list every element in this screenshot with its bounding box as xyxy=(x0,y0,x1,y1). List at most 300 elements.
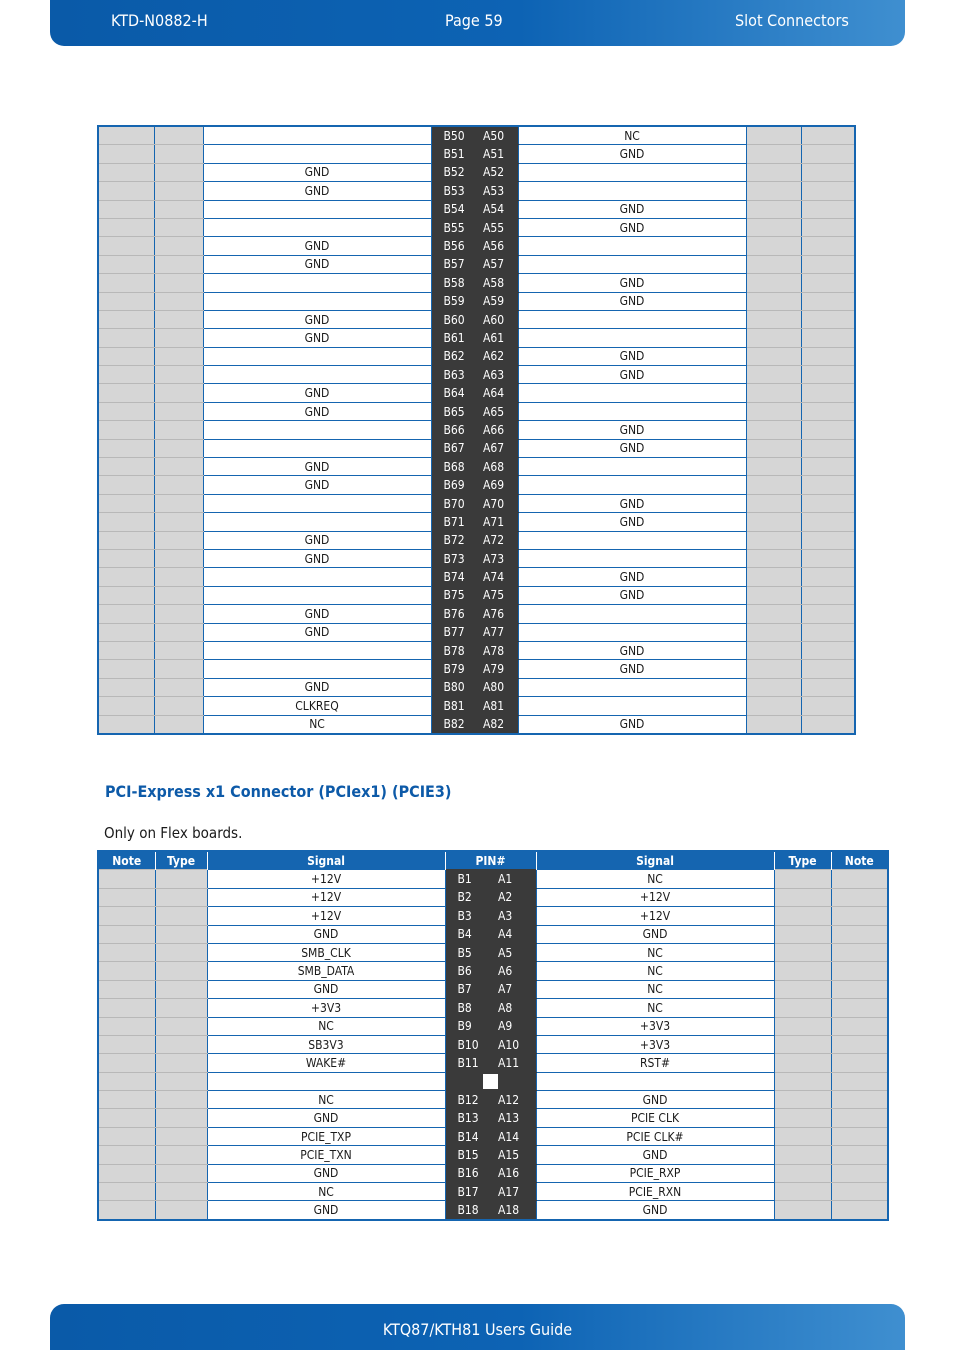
type-cell-right xyxy=(746,513,801,531)
type-cell-left xyxy=(155,999,207,1017)
table-row xyxy=(98,255,855,273)
pin-a: A14 xyxy=(490,1127,536,1145)
signal-cell-left: GND xyxy=(203,605,431,623)
pin-b: B54 xyxy=(431,200,475,218)
type-cell-left xyxy=(154,310,203,328)
signal-cell-right xyxy=(518,402,746,420)
type-cell-left xyxy=(154,145,203,163)
pin-b: B5 xyxy=(445,943,490,961)
type-cell-left xyxy=(154,366,203,384)
type-cell-right xyxy=(746,623,801,641)
note-cell-left xyxy=(98,347,154,365)
table-row xyxy=(98,999,888,1017)
table-row xyxy=(98,623,855,641)
note-cell-left xyxy=(98,888,155,906)
note-cell-left xyxy=(98,531,154,549)
signal-cell-right: GND xyxy=(536,1146,774,1164)
type-cell-left xyxy=(154,255,203,273)
type-cell-left xyxy=(155,1054,207,1072)
signal-cell-right: +12V xyxy=(536,907,774,925)
type-cell-left xyxy=(155,1072,207,1090)
pin-b: B12 xyxy=(445,1091,490,1109)
type-cell-left xyxy=(155,1091,207,1109)
pin-b: B80 xyxy=(431,678,475,696)
pin-a: A63 xyxy=(475,366,518,384)
note-cell-left xyxy=(98,641,154,659)
note-cell-left xyxy=(98,697,154,715)
pin-b: B17 xyxy=(445,1183,490,1201)
note-cell-right xyxy=(801,439,855,457)
note-cell-left xyxy=(98,163,154,181)
pin-a: A51 xyxy=(475,145,518,163)
pin-b: B4 xyxy=(445,925,490,943)
note-cell-left xyxy=(98,925,155,943)
note-cell-right xyxy=(801,605,855,623)
pin-a: A77 xyxy=(475,623,518,641)
note-cell-right xyxy=(801,476,855,494)
pin-b: B73 xyxy=(431,549,475,567)
note-cell-right xyxy=(801,623,855,641)
signal-cell-left: GND xyxy=(207,925,445,943)
pin-a: A58 xyxy=(475,274,518,292)
type-cell-left xyxy=(154,274,203,292)
signal-cell-right xyxy=(518,678,746,696)
type-cell-right xyxy=(746,292,801,310)
pin-b: B2 xyxy=(445,888,490,906)
type-cell-right xyxy=(746,568,801,586)
signal-cell-right xyxy=(518,605,746,623)
note-cell-right xyxy=(801,641,855,659)
pin-b: B57 xyxy=(431,255,475,273)
key-marker-icon xyxy=(483,1074,498,1089)
pin-b: B50 xyxy=(431,126,475,145)
type-cell-right xyxy=(746,421,801,439)
type-cell-left xyxy=(154,568,203,586)
pin-a: A5 xyxy=(490,943,536,961)
signal-cell-left: SB3V3 xyxy=(207,1035,445,1053)
note-cell-right xyxy=(801,531,855,549)
type-cell-right xyxy=(746,237,801,255)
page-footer xyxy=(50,1304,905,1350)
note-cell-left xyxy=(98,145,154,163)
signal-cell-right xyxy=(518,329,746,347)
signal-cell-left xyxy=(203,660,431,678)
type-cell-right xyxy=(746,697,801,715)
pin-a: A4 xyxy=(490,925,536,943)
pin-a: A65 xyxy=(475,402,518,420)
type-cell-left xyxy=(155,1183,207,1201)
table-row xyxy=(98,476,855,494)
note-cell-right xyxy=(831,1127,888,1145)
table-row xyxy=(98,660,855,678)
type-cell-left xyxy=(154,163,203,181)
signal-cell-left xyxy=(203,439,431,457)
type-cell-right xyxy=(774,888,831,906)
type-cell-right xyxy=(774,1091,831,1109)
type-cell-right xyxy=(774,1127,831,1145)
signal-cell-right: RST# xyxy=(536,1054,774,1072)
type-cell-left xyxy=(154,586,203,604)
type-cell-right xyxy=(774,1035,831,1053)
table-row xyxy=(98,200,855,218)
table-header-row xyxy=(98,851,888,870)
note-cell-left xyxy=(98,980,155,998)
type-cell-right xyxy=(774,962,831,980)
pin-a: A66 xyxy=(475,421,518,439)
pin-b: B64 xyxy=(431,384,475,402)
pin-a: A70 xyxy=(475,494,518,512)
signal-cell-right: GND xyxy=(518,715,746,734)
note-cell-left xyxy=(98,1072,155,1090)
type-cell-right xyxy=(746,218,801,236)
table-row xyxy=(98,1091,888,1109)
pinout-table-continued xyxy=(97,125,856,735)
pin-a: A67 xyxy=(475,439,518,457)
pin-a: A12 xyxy=(490,1091,536,1109)
pin-a: A57 xyxy=(475,255,518,273)
pin-b: B15 xyxy=(445,1146,490,1164)
signal-cell-left: GND xyxy=(203,458,431,476)
pin-b: B10 xyxy=(445,1035,490,1053)
pin-a: A60 xyxy=(475,310,518,328)
type-cell-right xyxy=(774,1017,831,1035)
signal-cell-right: GND xyxy=(518,274,746,292)
table-row xyxy=(98,126,855,145)
type-cell-left xyxy=(154,329,203,347)
note-cell-left xyxy=(98,439,154,457)
type-cell-right xyxy=(774,1146,831,1164)
note-cell-left xyxy=(98,586,154,604)
type-cell-left xyxy=(154,439,203,457)
note-cell-right xyxy=(831,925,888,943)
table-row xyxy=(98,1127,888,1145)
type-cell-right xyxy=(774,870,831,888)
pin-a: A72 xyxy=(475,531,518,549)
note-cell-right xyxy=(801,366,855,384)
table-row xyxy=(98,439,855,457)
note-cell-right xyxy=(801,292,855,310)
type-cell-right xyxy=(774,925,831,943)
signal-cell-right xyxy=(518,697,746,715)
table-row xyxy=(98,568,855,586)
pin-b: B55 xyxy=(431,218,475,236)
pin-a: A56 xyxy=(475,237,518,255)
note-cell-right xyxy=(801,697,855,715)
signal-cell-right: PCIE CLK# xyxy=(536,1127,774,1145)
signal-cell-right: GND xyxy=(518,513,746,531)
note-cell-left xyxy=(98,310,154,328)
col-pin: PIN# xyxy=(445,851,536,870)
signal-cell-left: GND xyxy=(203,531,431,549)
note-cell-right xyxy=(801,458,855,476)
table-row xyxy=(98,715,855,734)
type-cell-left xyxy=(155,870,207,888)
table-row xyxy=(98,907,888,925)
signal-cell-left: GND xyxy=(203,255,431,273)
type-cell-right xyxy=(774,1054,831,1072)
type-cell-left xyxy=(154,531,203,549)
table-row xyxy=(98,1146,888,1164)
pin-a: A11 xyxy=(490,1054,536,1072)
pin-a: A8 xyxy=(490,999,536,1017)
signal-cell-left xyxy=(203,274,431,292)
table-row xyxy=(98,1164,888,1182)
pin-b: B71 xyxy=(431,513,475,531)
section-title: PCI-Express x1 Connector (PCIex1) (PCIE3) xyxy=(105,782,452,801)
signal-cell-right: +12V xyxy=(536,888,774,906)
type-cell-left xyxy=(154,384,203,402)
note-cell-left xyxy=(98,218,154,236)
table-row xyxy=(98,237,855,255)
table-row xyxy=(98,402,855,420)
signal-cell-left: SMB_CLK xyxy=(207,943,445,961)
pin-a: A79 xyxy=(475,660,518,678)
note-cell-left xyxy=(98,292,154,310)
type-cell-right xyxy=(746,310,801,328)
pin-b: B59 xyxy=(431,292,475,310)
type-cell-right xyxy=(746,163,801,181)
table-row xyxy=(98,641,855,659)
note-cell-left xyxy=(98,1201,155,1220)
note-cell-right xyxy=(801,549,855,567)
note-cell-right xyxy=(801,347,855,365)
pin-a: A9 xyxy=(490,1017,536,1035)
note-cell-right xyxy=(831,999,888,1017)
signal-cell-left: +3V3 xyxy=(207,999,445,1017)
type-cell-right xyxy=(746,145,801,163)
signal-cell-left: GND xyxy=(203,549,431,567)
table-row xyxy=(98,980,888,998)
signal-cell-left: GND xyxy=(203,623,431,641)
note-cell-right xyxy=(801,678,855,696)
type-cell-left xyxy=(155,1127,207,1145)
table-row xyxy=(98,549,855,567)
table-row xyxy=(98,1017,888,1035)
note-cell-left xyxy=(98,1091,155,1109)
note-cell-right xyxy=(831,1072,888,1090)
note-cell-right xyxy=(831,870,888,888)
pin-a: A73 xyxy=(475,549,518,567)
note-cell-right xyxy=(831,1091,888,1109)
note-cell-left xyxy=(98,384,154,402)
note-cell-left xyxy=(98,182,154,200)
signal-cell-left: GND xyxy=(207,1201,445,1220)
note-cell-left xyxy=(98,366,154,384)
note-cell-right xyxy=(831,980,888,998)
signal-cell-left: GND xyxy=(203,476,431,494)
note-cell-right xyxy=(801,384,855,402)
note-cell-left xyxy=(98,715,154,734)
type-cell-left xyxy=(154,513,203,531)
type-cell-right xyxy=(746,531,801,549)
signal-cell-left xyxy=(203,292,431,310)
note-cell-left xyxy=(98,870,155,888)
col-note-right: Note xyxy=(831,851,888,870)
note-cell-right xyxy=(801,145,855,163)
table-row xyxy=(98,1201,888,1220)
pin-b: B14 xyxy=(445,1127,490,1145)
signal-cell-left: +12V xyxy=(207,888,445,906)
pin-a: A10 xyxy=(490,1035,536,1053)
note-cell-left xyxy=(98,421,154,439)
pin-b: B69 xyxy=(431,476,475,494)
table-row xyxy=(98,182,855,200)
pin-b: B13 xyxy=(445,1109,490,1127)
type-cell-right xyxy=(774,980,831,998)
note-cell-left xyxy=(98,678,154,696)
note-cell-left xyxy=(98,962,155,980)
table-row xyxy=(98,678,855,696)
type-cell-left xyxy=(154,641,203,659)
pin-a: A71 xyxy=(475,513,518,531)
signal-cell-left: CLKREQ xyxy=(203,697,431,715)
note-cell-right xyxy=(801,494,855,512)
type-cell-left xyxy=(154,715,203,734)
type-cell-right xyxy=(746,476,801,494)
note-cell-left xyxy=(98,200,154,218)
pin-a: A81 xyxy=(475,697,518,715)
note-cell-left xyxy=(98,1035,155,1053)
pin-a: A75 xyxy=(475,586,518,604)
pin-b: B18 xyxy=(445,1201,490,1220)
table-row xyxy=(98,870,888,888)
note-cell-right xyxy=(831,962,888,980)
signal-cell-right: NC xyxy=(536,943,774,961)
table-row xyxy=(98,943,888,961)
note-cell-right xyxy=(831,1164,888,1182)
table-row xyxy=(98,218,855,236)
pin-b: B8 xyxy=(445,999,490,1017)
type-cell-right xyxy=(774,907,831,925)
signal-cell-right: NC xyxy=(518,126,746,145)
signal-cell-right: PCIE_RXN xyxy=(536,1183,774,1201)
note-cell-left xyxy=(98,458,154,476)
pin-a: A7 xyxy=(490,980,536,998)
type-cell-left xyxy=(154,549,203,567)
note-cell-right xyxy=(801,715,855,734)
signal-cell-right: GND xyxy=(518,145,746,163)
note-cell-right xyxy=(801,568,855,586)
type-cell-left xyxy=(154,458,203,476)
section-note: Only on Flex boards. xyxy=(104,824,243,842)
note-cell-left xyxy=(98,126,154,145)
type-cell-left xyxy=(154,347,203,365)
pin-b: B65 xyxy=(431,402,475,420)
pin-b: B6 xyxy=(445,962,490,980)
signal-cell-left xyxy=(203,126,431,145)
signal-cell-right: GND xyxy=(518,494,746,512)
note-cell-left xyxy=(98,605,154,623)
note-cell-right xyxy=(831,1146,888,1164)
type-cell-right xyxy=(746,182,801,200)
type-cell-left xyxy=(154,402,203,420)
note-cell-right xyxy=(801,163,855,181)
pin-b: B61 xyxy=(431,329,475,347)
pin-b: B53 xyxy=(431,182,475,200)
pin-b: B1 xyxy=(445,870,490,888)
signal-cell-right xyxy=(518,163,746,181)
signal-cell-right: +3V3 xyxy=(536,1035,774,1053)
table-row xyxy=(98,888,888,906)
type-cell-right xyxy=(774,1164,831,1182)
signal-cell-left: GND xyxy=(207,1109,445,1127)
type-cell-right xyxy=(746,439,801,457)
signal-cell-right: GND xyxy=(518,366,746,384)
pin-a: A1 xyxy=(490,870,536,888)
note-cell-right xyxy=(831,1109,888,1127)
signal-cell-right xyxy=(518,623,746,641)
note-cell-left xyxy=(98,476,154,494)
pin-b: B52 xyxy=(431,163,475,181)
pin-b: B60 xyxy=(431,310,475,328)
signal-cell-right xyxy=(518,182,746,200)
note-cell-right xyxy=(801,126,855,145)
signal-cell-right: GND xyxy=(518,200,746,218)
signal-cell-right: GND xyxy=(518,292,746,310)
signal-cell-right: +3V3 xyxy=(536,1017,774,1035)
type-cell-left xyxy=(155,888,207,906)
signal-cell-right: GND xyxy=(518,641,746,659)
note-cell-left xyxy=(98,255,154,273)
note-cell-left xyxy=(98,402,154,420)
pin-b: B81 xyxy=(431,697,475,715)
signal-cell-left: SMB_DATA xyxy=(207,962,445,980)
note-cell-right xyxy=(801,421,855,439)
signal-cell-right: GND xyxy=(536,1091,774,1109)
type-cell-left xyxy=(154,697,203,715)
table-row xyxy=(98,925,888,943)
pin-b: B70 xyxy=(431,494,475,512)
table-row xyxy=(98,1183,888,1201)
note-cell-right xyxy=(801,200,855,218)
signal-cell-left xyxy=(203,568,431,586)
type-cell-right xyxy=(746,126,801,145)
signal-cell-right: NC xyxy=(536,980,774,998)
pin-b: B9 xyxy=(445,1017,490,1035)
section-name: Slot Connectors xyxy=(735,11,849,30)
type-cell-left xyxy=(155,962,207,980)
type-cell-left xyxy=(155,1201,207,1220)
note-cell-right xyxy=(801,402,855,420)
type-cell-left xyxy=(155,1035,207,1053)
note-cell-right xyxy=(831,1054,888,1072)
note-cell-left xyxy=(98,660,154,678)
signal-cell-left xyxy=(207,1072,445,1090)
pin-a: A74 xyxy=(475,568,518,586)
note-cell-right xyxy=(831,888,888,906)
type-cell-left xyxy=(154,623,203,641)
pin-b: B68 xyxy=(431,458,475,476)
signal-cell-right xyxy=(536,1072,774,1090)
note-cell-left xyxy=(98,1127,155,1145)
signal-cell-left: NC xyxy=(207,1017,445,1035)
signal-cell-right: NC xyxy=(536,999,774,1017)
table-row xyxy=(98,697,855,715)
col-type-left: Type xyxy=(155,851,207,870)
signal-cell-left: GND xyxy=(203,402,431,420)
col-signal-left: Signal xyxy=(207,851,445,870)
signal-cell-left xyxy=(203,641,431,659)
signal-cell-left: GND xyxy=(203,384,431,402)
signal-cell-left: GND xyxy=(203,182,431,200)
table-row xyxy=(98,329,855,347)
note-cell-left xyxy=(98,549,154,567)
type-cell-right xyxy=(746,586,801,604)
pin-a: A13 xyxy=(490,1109,536,1127)
note-cell-left xyxy=(98,1164,155,1182)
pin-a: A80 xyxy=(475,678,518,696)
note-cell-left xyxy=(98,1183,155,1201)
